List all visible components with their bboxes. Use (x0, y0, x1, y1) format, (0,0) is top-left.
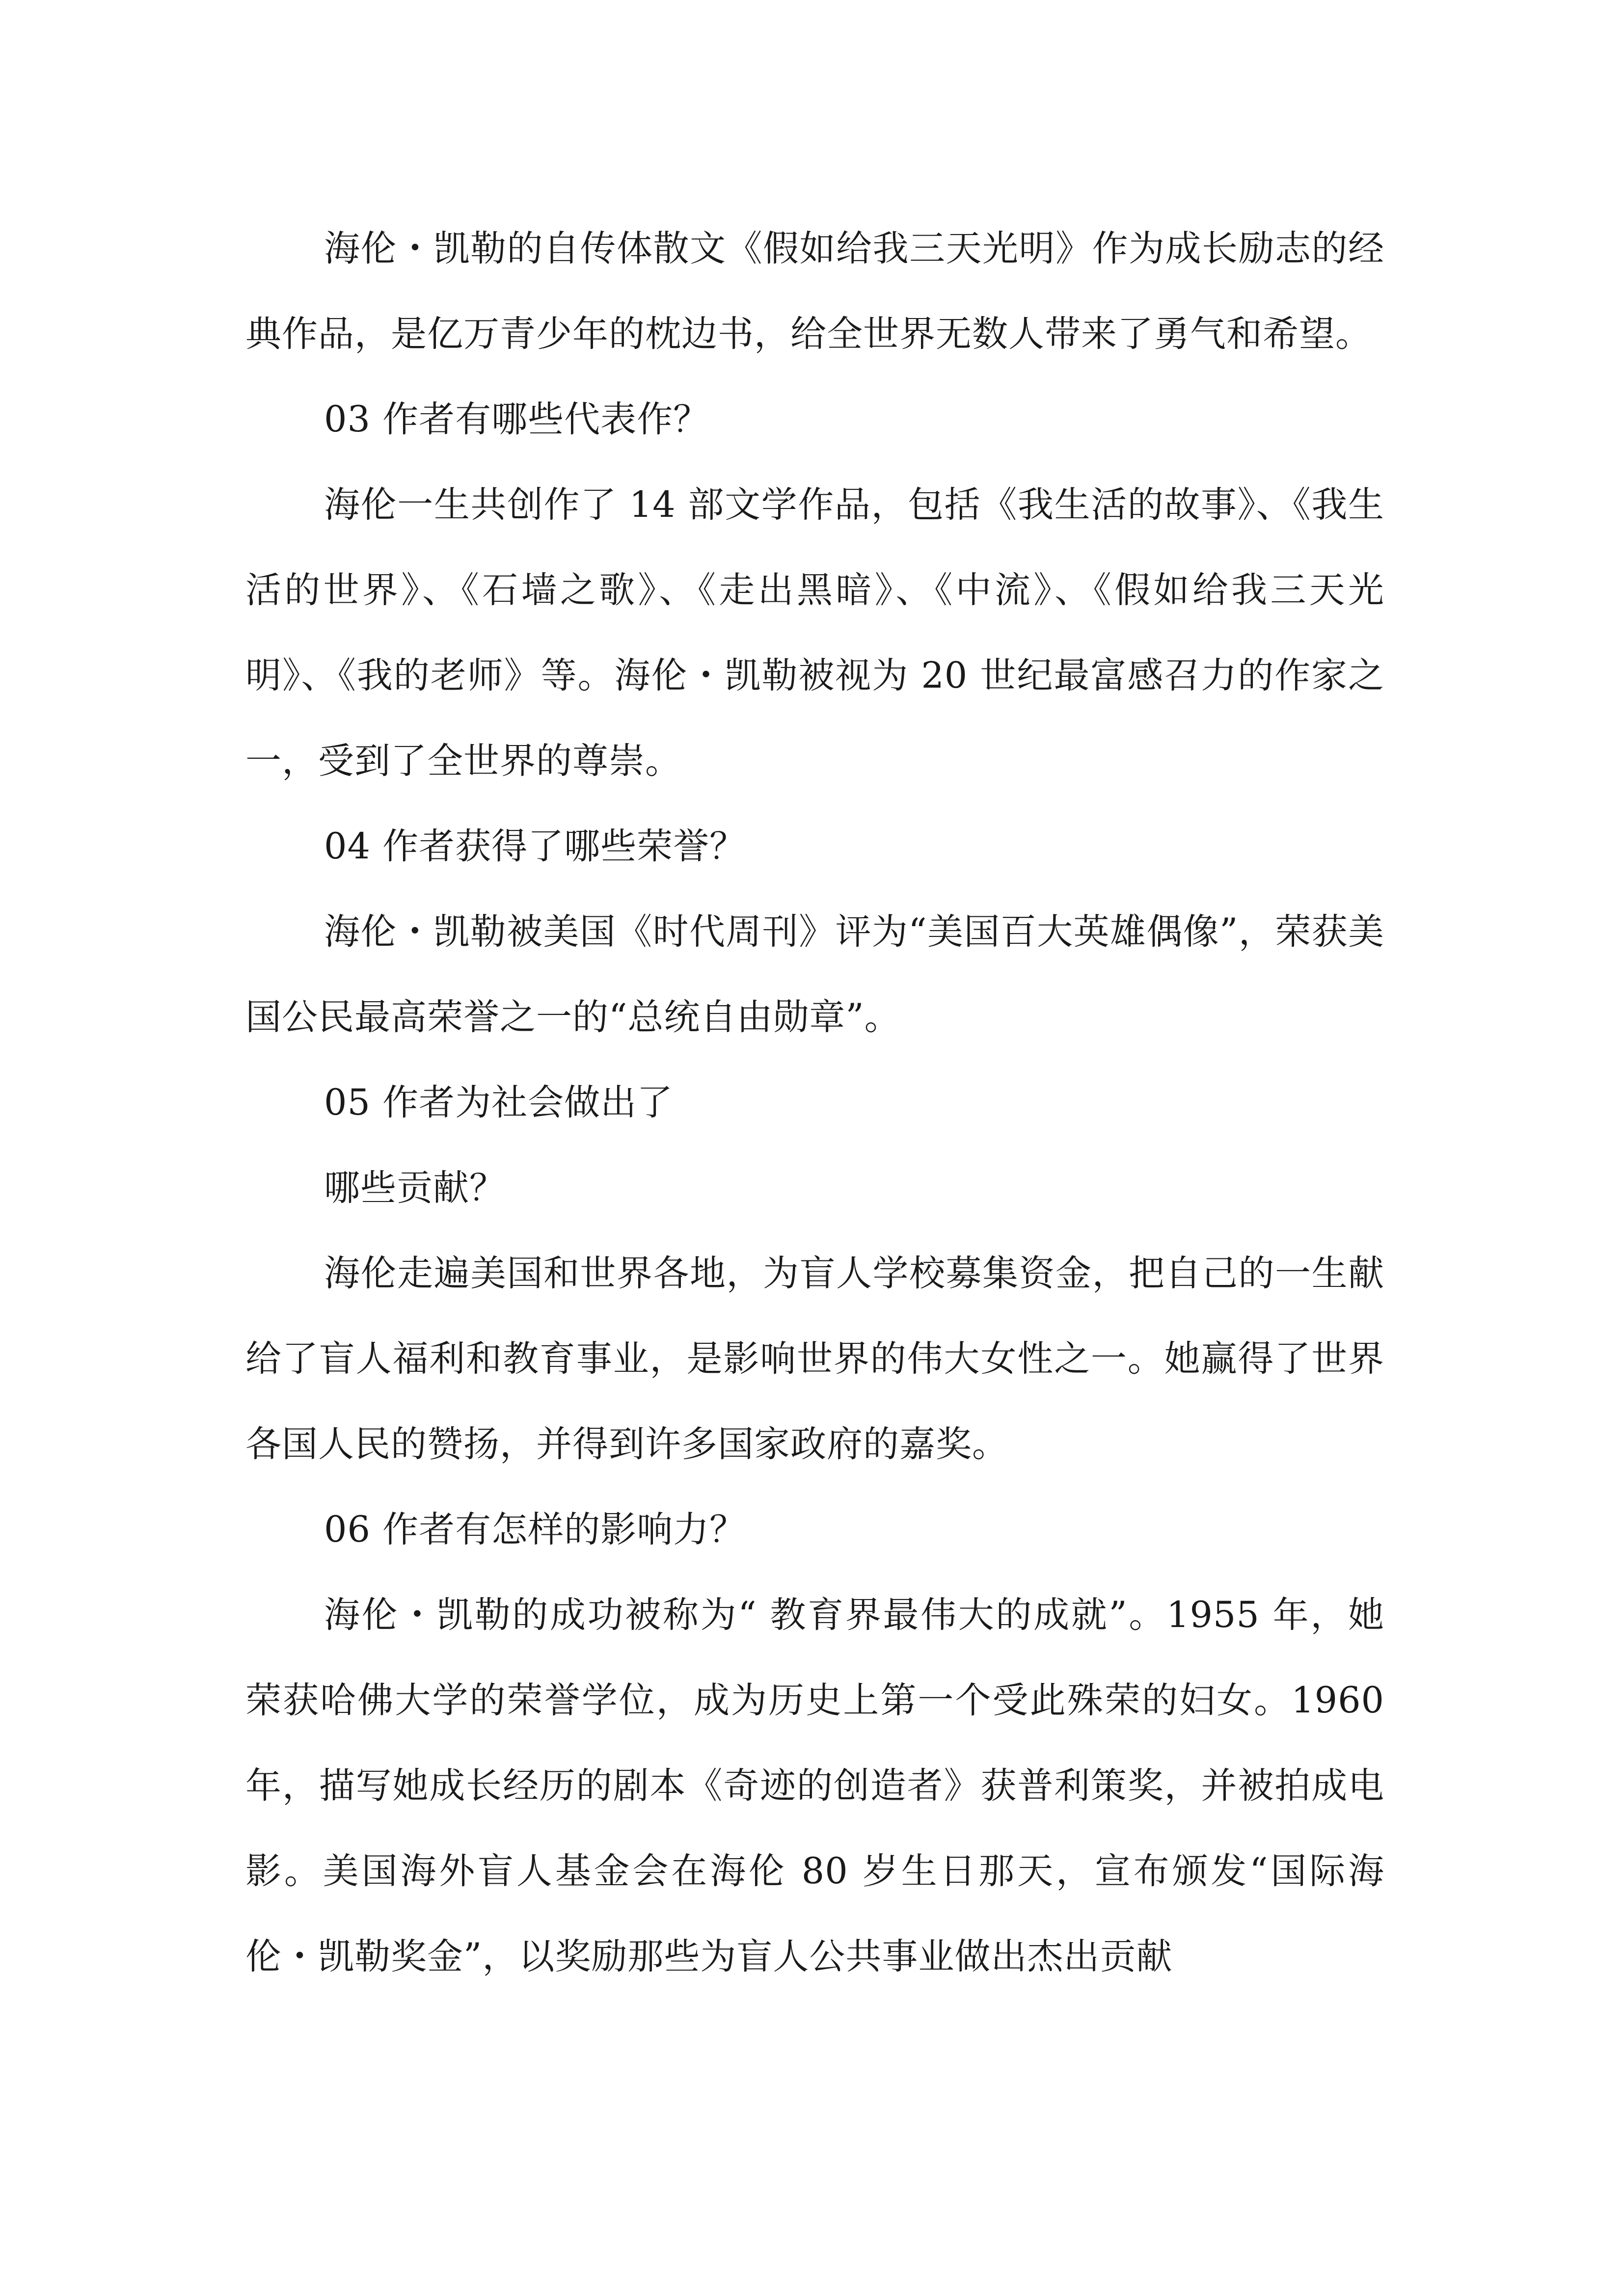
paragraph-works: 海伦一生共创作了 14 部文学作品，包括《我生活的故事》、《我生活的世界》、《石墙之歌》、《走出黑暗》、《中流》、《假如给我三天光明》、《我的老师》等。海伦・凯勒被视为 20 世纪最富感召力的作家之一，受到了全世界的尊崇。 (245, 484, 1384, 782)
paragraph-contribution: 海伦走遍美国和世界各地，为盲人学校募集资金，把自己的一生献给了盲人福利和教育事业，是影响世界的伟大女性之一。她赢得了世界各国人民的赞扬，并得到许多国家政府的嘉奖。 (245, 1253, 1384, 1465)
heading-05-contribution-part2: 哪些贡献？ (324, 1167, 506, 1209)
heading-06-influence: 06 作者有怎样的影响力？ (324, 1509, 746, 1550)
heading-05-contribution-part1: 05 作者为社会做出了 (324, 1082, 674, 1123)
document-body (245, 206, 1384, 2000)
paragraph-intro: 海伦・凯勒的自传体散文《假如给我三天光明》作为成长励志的经典作品，是亿万青少年的枕边书，给全世界无数人带来了勇气和希望。 (245, 228, 1384, 355)
heading-04-honors: 04 作者获得了哪些荣誉？ (324, 826, 746, 867)
paragraph-honors: 海伦・凯勒被美国《时代周刊》评为“美国百大英雄偶像”，荣获美国公民最高荣誉之一的“总统自由勋章”。 (245, 911, 1384, 1038)
heading-03-works: 03 作者有哪些代表作？ (324, 399, 710, 440)
paragraph-influence: 海伦・凯勒的成功被称为“ 教育界最伟大的成就”。1955 年，她荣获哈佛大学的荣誉学位，成为历史上第一个受此殊荣的妇女。1960 年，描写她成长经历的剧本《奇迹的创造者》获普利策奖，并被拍成电影。美国海外盲人基金会在海伦 80 岁生日那天，宣布颁发“国际海伦・凯勒奖金”，以奖励那些为盲人公共事业做出杰出贡献 (245, 1594, 1384, 1977)
